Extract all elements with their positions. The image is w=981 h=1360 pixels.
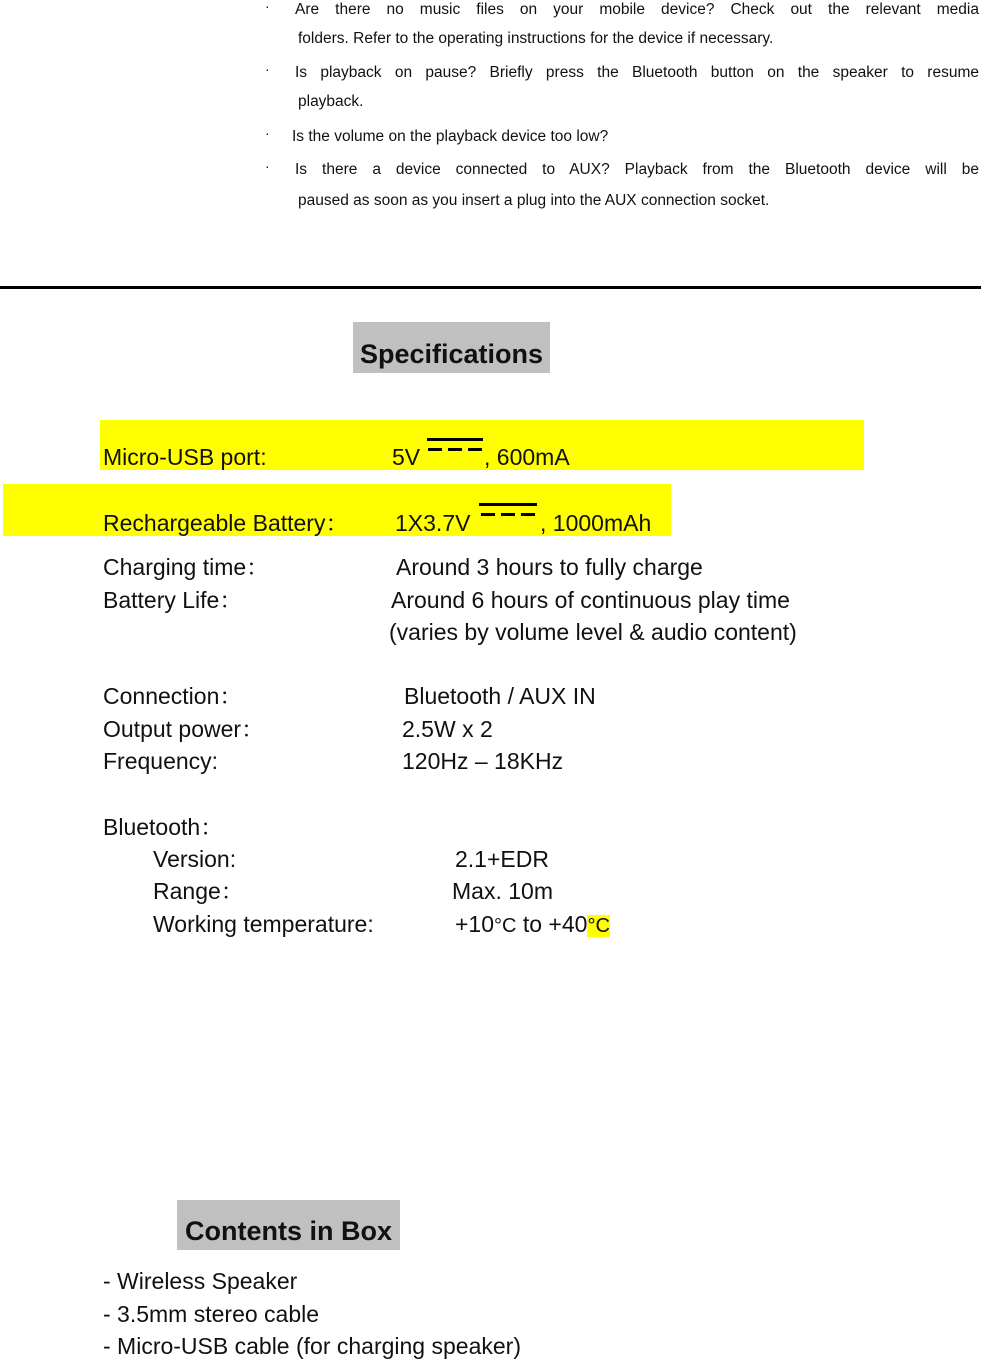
troubleshooting-item — [265, 57, 979, 121]
spec-label-bluetooth: Bluetooth： — [103, 814, 224, 840]
troubleshooting-line: playback. — [298, 93, 364, 110]
spec-value-battery-life-note: (varies by volume level & audio content) — [389, 619, 797, 645]
spec-label-frequency: Frequency: — [103, 748, 219, 774]
spec-label-connection: Connection： — [103, 683, 243, 709]
temp-unit-highlighted: °C — [587, 915, 610, 937]
specifications-title: Specifications — [353, 322, 550, 373]
spec-value-battery-life: Around 6 hours of continuous play time — [391, 587, 790, 613]
contents-item: - 3.5mm stereo cable — [103, 1301, 320, 1327]
troubleshooting-line: Are there no music files on your mobile device? Check out the relevant media — [295, 1, 979, 18]
spec-value-output-power: 2.5W x 2 — [402, 716, 493, 742]
spec-value-charging: Around 3 hours to fully charge — [396, 554, 703, 580]
spec-value-frequency: 120Hz – 18KHz — [402, 748, 564, 774]
spec-label-output-power: Output power： — [103, 716, 265, 742]
troubleshooting-item — [265, 0, 979, 58]
troubleshooting-line: Is playback on pause? Briefly press the Bluetooth button on the speaker to resume — [295, 64, 979, 81]
spec-label-bt-version: Version: — [153, 846, 237, 872]
dc-current-icon — [425, 435, 485, 463]
spec-value-battery-capacity: , 1000mAh — [540, 510, 652, 536]
spec-value-battery-voltage: 1X3.7V — [395, 510, 471, 536]
troubleshooting-line: Is there a device connected to AUX? Playback from the Bluetooth device will be — [295, 161, 979, 178]
troubleshooting-line: folders. Refer to the operating instructions for the device if necessary. — [298, 30, 774, 47]
spec-value-micro-usb-current: , 600mA — [484, 444, 570, 470]
contents-item: - Wireless Speaker — [103, 1268, 298, 1294]
troubleshooting-line: paused as soon as you insert a plug into the AUX connection socket. — [298, 192, 770, 209]
spec-label-micro-usb: Micro-USB port: — [103, 444, 267, 470]
troubleshooting-item — [265, 154, 979, 218]
troubleshooting-line: Is the volume on the playback device too low? — [292, 128, 609, 145]
spec-label-charging: Charging time： — [103, 554, 270, 580]
bullet-dot: · — [265, 125, 270, 141]
spec-label-battery: Rechargeable Battery： — [103, 510, 349, 536]
spec-value-micro-usb-voltage: 5V — [392, 444, 421, 470]
bullet-dot: · — [265, 61, 270, 77]
dc-current-icon — [477, 500, 539, 528]
spec-label-bt-range: Range： — [153, 878, 244, 904]
contents-item: - Micro-USB cable (for charging speaker) — [103, 1333, 521, 1359]
spec-value-connection: Bluetooth / AUX IN — [404, 683, 596, 709]
temp-high: to +40 — [516, 911, 588, 937]
bullet-dot: · — [265, 158, 270, 174]
temp-low: +10 — [455, 911, 495, 937]
section-divider — [0, 286, 981, 289]
spec-value-bt-range: Max. 10m — [452, 878, 553, 904]
troubleshooting-item — [265, 121, 979, 153]
spec-value-temperature — [455, 910, 610, 940]
spec-label-temperature: Working temperature: — [153, 911, 374, 937]
bullet-dot: · — [265, 0, 270, 14]
spec-value-bt-version: 2.1+EDR — [455, 846, 549, 872]
spec-label-battery-life: Battery Life： — [103, 587, 243, 613]
temp-unit: °C — [494, 915, 517, 937]
contents-title: Contents in Box — [177, 1200, 400, 1250]
